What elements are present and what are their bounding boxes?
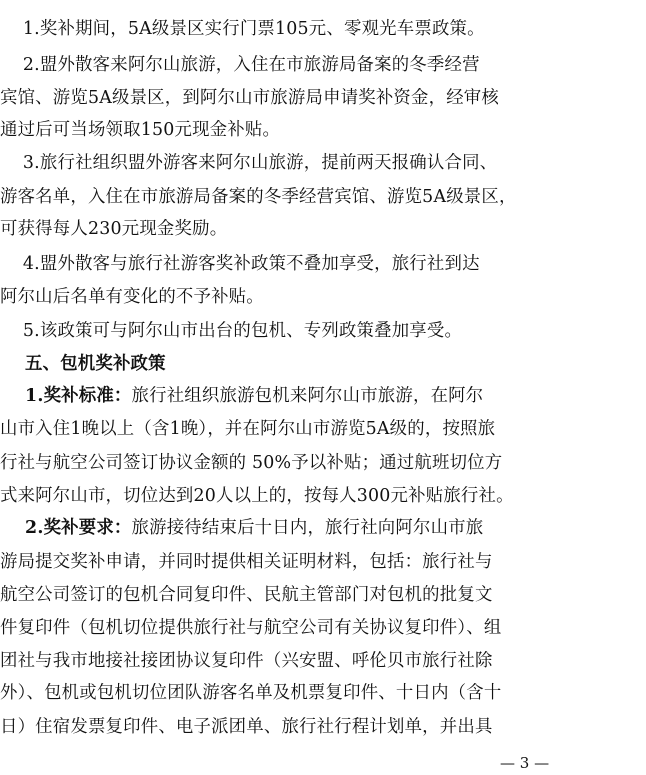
paragraph-line: 山市入住1晚以上（含1晚），并在阿尔山市游览5A级的，按照旅 [0,419,496,439]
paragraph-line: 件复印件（包机切位提供旅行社与航空公司有关协议复印件）、组 [0,618,502,638]
bold-label-requirements: 2.奖补要求： [0,518,132,538]
paragraph-line: 5.该政策可与阿尔山市出台的包机、专列政策叠加享受。 [0,321,463,341]
paragraph-line [0,515,646,541]
paragraph-line: 通过后可当场领取150元现金补贴。 [0,120,281,140]
paragraph-line: 可获得每人230元现金奖励。 [0,219,228,239]
paragraph-line: 4.盟外散客与旅行社游客奖补政策不叠加享受，旅行社到达 [0,254,480,274]
paragraph-line: 3.旅行社组织盟外游客来阿尔山旅游，提前两天报确认合同、 [0,153,498,173]
paragraph-line: 2.盟外散客来阿尔山旅游，入住在市旅游局备案的冬季经营 [0,55,480,75]
section-heading: 五、包机奖补政策 [0,354,166,374]
paragraph-line: 式来阿尔山市，切位达到20人以上的，按每人300元补贴旅行社。 [0,486,514,506]
paragraph-line: 行社与航空公司签订协议金额的 50%予以补贴；通过航班切位方 [0,453,503,473]
paragraph-line: 航空公司签订的包机合同复印件、民航主管部门对包机的批复文 [0,585,493,605]
paragraph-line: 游客名单，入住在市旅游局备案的冬季经营宾馆、游览5A级景区， [0,187,517,207]
line-text: 旅游接待结束后十日内，旅行社向阿尔山市旅 [131,518,484,538]
paragraph-line: 团社与我市地接社接团协议复印件（兴安盟、呼伦贝市旅行社除 [0,651,493,671]
bold-label-standard: 1.奖补标准： [0,386,132,406]
paragraph-line [0,383,646,409]
paragraph-line: 游局提交奖补申请，并同时提供相关证明材料，包括：旅行社与 [0,552,493,572]
paragraph-line: 1.奖补期间，5A级景区实行门票105元、零观光车票政策。 [0,19,485,39]
paragraph-line: 宾馆、游览5A级景区，到阿尔山市旅游局申请奖补资金，经审核 [0,88,499,108]
line-text: 旅行社组织旅游包机来阿尔山市旅游，在阿尔 [131,386,484,406]
page-number: — 3 — [500,754,550,772]
paragraph-line: 日）住宿发票复印件、电子派团单、旅行社行程计划单，并出具 [0,717,493,737]
paragraph-line: 阿尔山后名单有变化的不予补贴。 [0,287,264,307]
paragraph-line: 外）、包机或包机切位团队游客名单及机票复印件、十日内（含十 [0,683,502,703]
